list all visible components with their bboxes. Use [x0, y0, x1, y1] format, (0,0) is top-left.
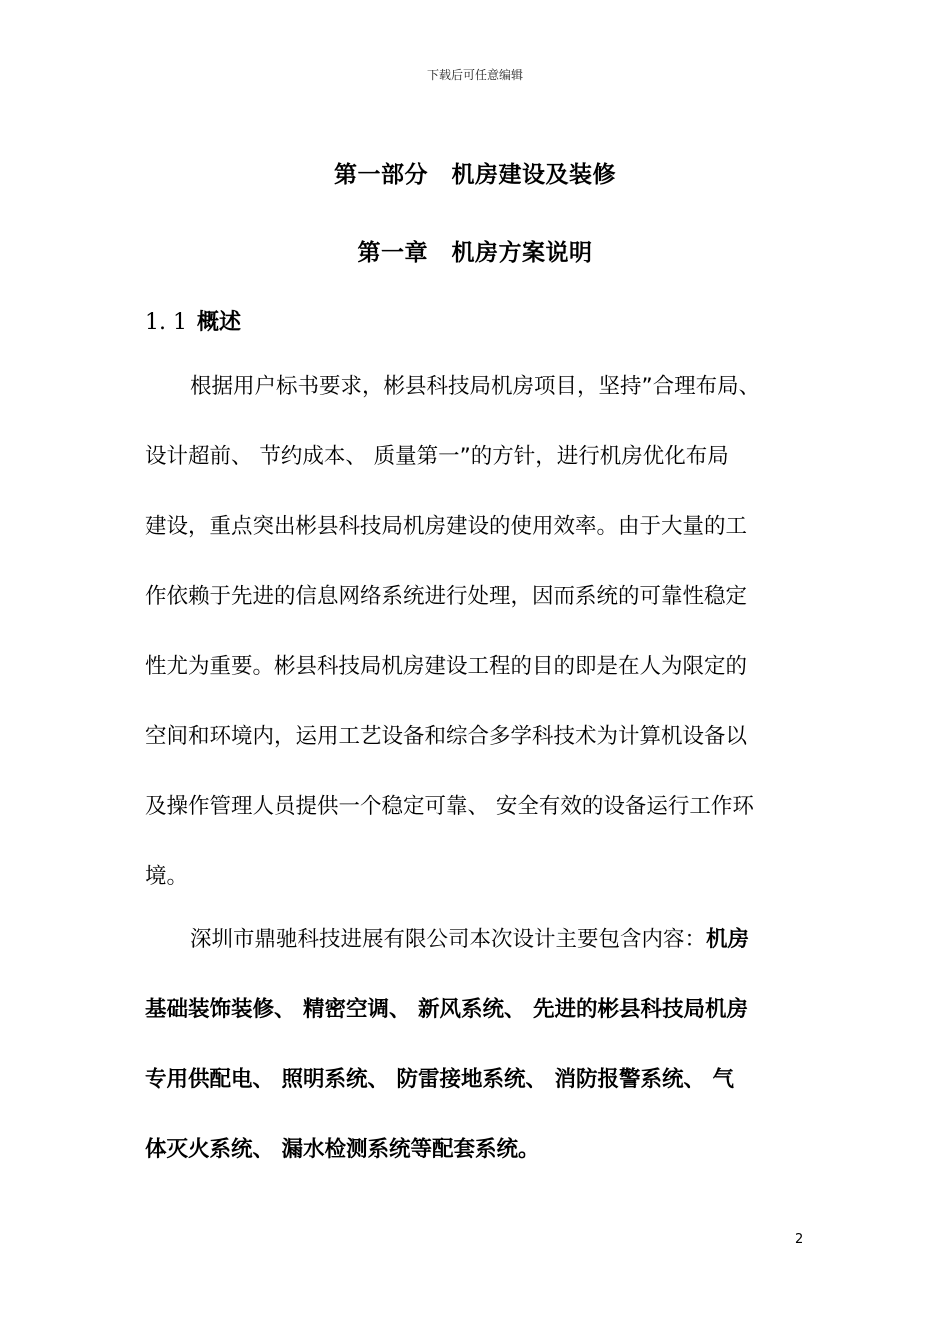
section-heading — [145, 305, 241, 336]
part-title: 第一部分 机房建设及装修 — [334, 162, 616, 188]
paragraph-line — [145, 905, 815, 975]
paragraph-overview — [145, 352, 815, 912]
paragraph-line: 根据用户标书要求，彬县科技局机房项目，坚持”合理布局、 — [190, 374, 761, 399]
paragraph-line: 专用供配电、 照明系统、 防雷接地系统、 消防报警系统、 气 — [145, 1067, 734, 1092]
page-number: 2 — [795, 1232, 804, 1247]
scope-bold-text: 机房 — [706, 927, 750, 952]
chapter-title: 第一章 机房方案说明 — [357, 240, 593, 266]
paragraph-scope — [145, 905, 815, 1185]
section-title: 概述 — [196, 310, 241, 335]
paragraph-line: 及操作管理人员提供一个稳定可靠、 安全有效的设备运行工作环 — [145, 794, 754, 819]
paragraph-line: 境。 — [145, 864, 189, 889]
scope-intro-text: 深圳市鼎驰科技进展有限公司本次设计主要包含内容： — [190, 927, 707, 952]
paragraph-line: 体灭火系统、 漏水检测系统等配套系统。 — [145, 1137, 540, 1162]
page-header: 下载后可任意编辑 — [426, 68, 523, 82]
paragraph-line: 基础装饰装修、 精密空调、 新风系统、 先进的彬县科技局机房 — [145, 997, 748, 1022]
paragraph-line: 设计超前、 节约成本、 质量第一”的方针，进行机房优化布局 — [145, 444, 729, 469]
paragraph-line: 作依赖于先进的信息网络系统进行处理，因而系统的可靠性稳定 — [145, 584, 748, 609]
paragraph-line: 性尤为重要。彬县科技局机房建设工程的目的即是在人为限定的 — [145, 654, 748, 679]
section-number: 1. 1 — [145, 310, 187, 335]
paragraph-line: 建设，重点突出彬县科技局机房建设的使用效率。由于大量的工 — [145, 514, 748, 539]
paragraph-line: 空间和环境内，运用工艺设备和综合多学科技术为计算机设备以 — [145, 724, 748, 749]
